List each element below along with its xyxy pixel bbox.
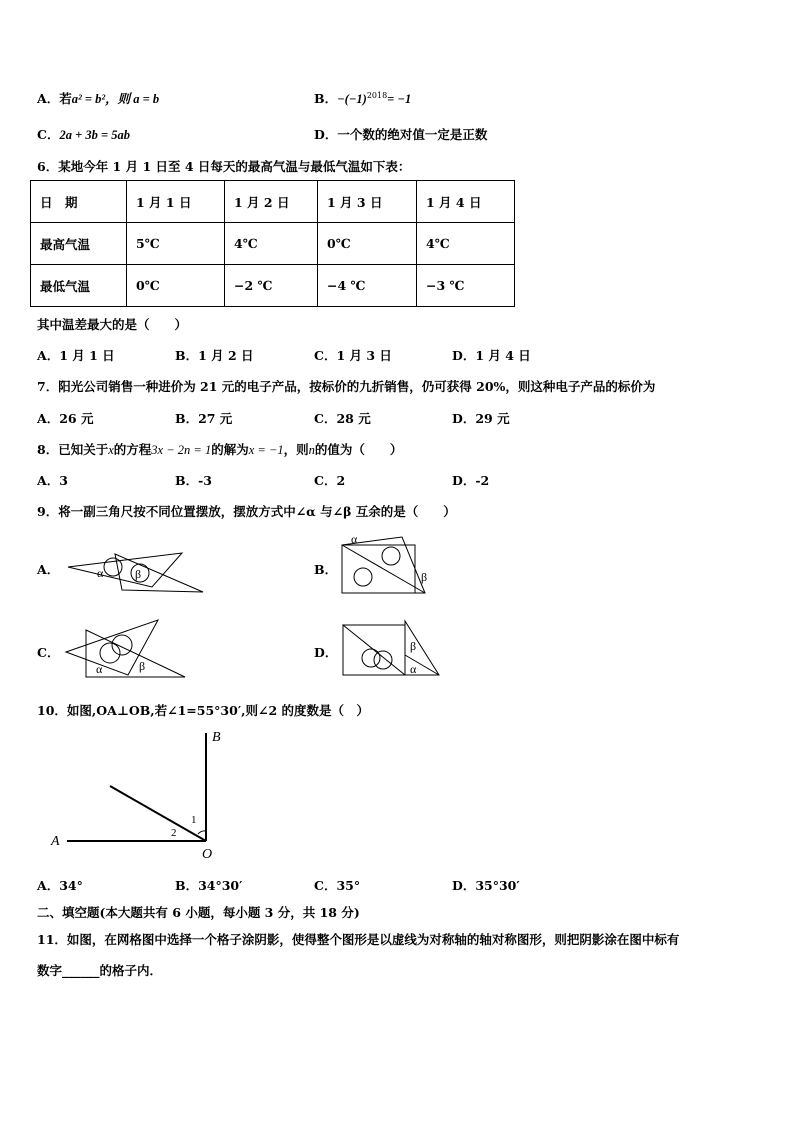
q5-option-b-exponent: 2018: [366, 90, 388, 100]
q6-option-d: D．1 月 4 日: [452, 348, 531, 363]
table-header-cell: 1 月 3 日: [318, 181, 417, 223]
q5-option-b-rest: = −1: [387, 92, 412, 106]
q9-b-alpha-label: α: [351, 532, 358, 546]
q9-option-c-label: C．: [37, 645, 60, 660]
q7-stem: 7．阳光公司销售一种进价为 21 元的电子产品，按标价的九折销售，仍可获得 20%，则这种电子产品的标价为: [37, 379, 656, 394]
q6-stem: 6．某地今年 1 月 1 日至 4 日每天的最高气温与最低气温如下表：: [37, 159, 411, 174]
q6-option-b: B．1 月 2 日: [175, 348, 254, 363]
table-cell: 4℃: [417, 223, 515, 265]
q5-option-b-math: −(−1): [337, 92, 367, 106]
table-header-cell: 1 月 1 日: [127, 181, 225, 223]
q9-option-b-label: B．: [314, 562, 338, 577]
q10-stem: 10．如图,OA⊥OB,若∠1=55°30′,则∠2 的度数是（ ）: [37, 703, 369, 718]
q10-angle-figure: [40, 725, 240, 865]
q9-a-alpha-label: α: [97, 566, 104, 580]
q8-stem-part: 8．已知关于: [37, 442, 109, 457]
q5-option-b-label: B．: [314, 91, 338, 106]
table-cell: 最低气温: [31, 265, 127, 307]
q10-option-a: A．34°: [37, 878, 83, 893]
q10-label-b: B: [212, 730, 221, 745]
q5-option-a-label: A．若: [37, 91, 72, 106]
table-row: [31, 223, 515, 265]
q9-stem: 9．将一副三角尺按不同位置摆放，摆放方式中∠α 与∠β 互余的是（ ）: [37, 504, 456, 519]
q7-option-a: A．26 元: [37, 411, 94, 426]
q5-option-c-label: C．: [37, 127, 60, 142]
q8-option-b: B．-3: [175, 473, 212, 488]
table-row: [31, 265, 515, 307]
q9-d-alpha-label: α: [410, 662, 417, 676]
table-cell: 5℃: [127, 223, 225, 265]
section-2-heading: 二、填空题(本大题共有 6 小题，每小题 3 分，共 18 分): [37, 905, 360, 920]
q9-b-beta-label: β: [421, 570, 428, 584]
temperature-table: [30, 180, 515, 307]
table-header-cell: 1 月 4 日: [417, 181, 515, 223]
q11-line-2: 数字______的格子内．: [37, 963, 163, 978]
q5-option-a: [37, 89, 159, 107]
q5-option-a-math: a² = b²，则 a = b: [71, 92, 160, 106]
table-cell: 0℃: [318, 223, 417, 265]
q10-option-d: D．35°30′: [452, 878, 520, 893]
table-cell: 4℃: [225, 223, 318, 265]
q8-stem-part: 的解为: [211, 442, 249, 457]
q10-label-o: O: [202, 847, 213, 862]
q8-var-n: n: [308, 443, 315, 457]
q9-c-alpha-label: α: [96, 662, 103, 676]
q9-a-beta-label: β: [135, 567, 142, 581]
q8-stem-part: ，则: [283, 442, 309, 457]
q7-option-c: C．28 元: [314, 411, 371, 426]
q5-option-c: [37, 125, 130, 143]
q8-stem-part: 的值为（ ）: [314, 442, 403, 457]
table-cell: −2 ℃: [225, 265, 318, 307]
q6-option-a: A．1 月 1 日: [37, 348, 115, 363]
q9-c-beta-label: β: [139, 659, 146, 673]
q7-option-d: D．29 元: [452, 411, 510, 426]
q8-var-x: x: [108, 443, 114, 457]
q10-angle-2-label: 2: [171, 827, 177, 839]
q9-figure-d: [335, 615, 445, 680]
q5-option-b: [314, 89, 411, 107]
q8-option-a: A．3: [37, 473, 68, 488]
table-cell: 0℃: [127, 265, 225, 307]
q6-question: 其中温差最大的是（ ）: [37, 317, 188, 332]
table-header-row: [31, 181, 515, 223]
q8-solution: x = −1: [248, 443, 284, 457]
q8-stem-part: 的方程: [113, 442, 152, 457]
q9-d-beta-label: β: [410, 639, 417, 653]
q7-option-b: B．27 元: [175, 411, 233, 426]
table-cell: −3 ℃: [417, 265, 515, 307]
q10-option-c: C．35°: [314, 878, 361, 893]
q8-option-d: D．-2: [452, 473, 490, 488]
q5-option-c-math: 2a + 3b = 5ab: [59, 128, 130, 142]
q9-option-a-label: A．: [37, 562, 60, 577]
q11-line-1: 11．如图，在网格图中选择一个格子涂阴影，使得整个图形是以虚线为对称轴的轴对称图形，则把阴影涂在图中标有: [37, 932, 680, 947]
q10-option-b: B．34°30′: [175, 878, 243, 893]
q9-figure-a: [60, 540, 210, 600]
q10-label-a: A: [51, 834, 60, 849]
q8-stem: [37, 440, 402, 458]
q9-figure-c: [60, 615, 190, 680]
table-cell: −4 ℃: [318, 265, 417, 307]
q8-equation: 3x − 2n = 1: [151, 443, 212, 457]
q8-option-c: C．2: [314, 473, 346, 488]
q9-option-d-label: D．: [314, 645, 338, 660]
q5-option-d: D．一个数的绝对值一定是正数: [314, 127, 488, 142]
table-header-cell: 1 月 2 日: [225, 181, 318, 223]
q10-angle-1-label: 1: [191, 814, 197, 826]
q6-option-c: C．1 月 3 日: [314, 348, 392, 363]
table-cell: 最高气温: [31, 223, 127, 265]
q9-figure-b: [335, 533, 435, 598]
table-header-cell: 日 期: [31, 181, 127, 223]
